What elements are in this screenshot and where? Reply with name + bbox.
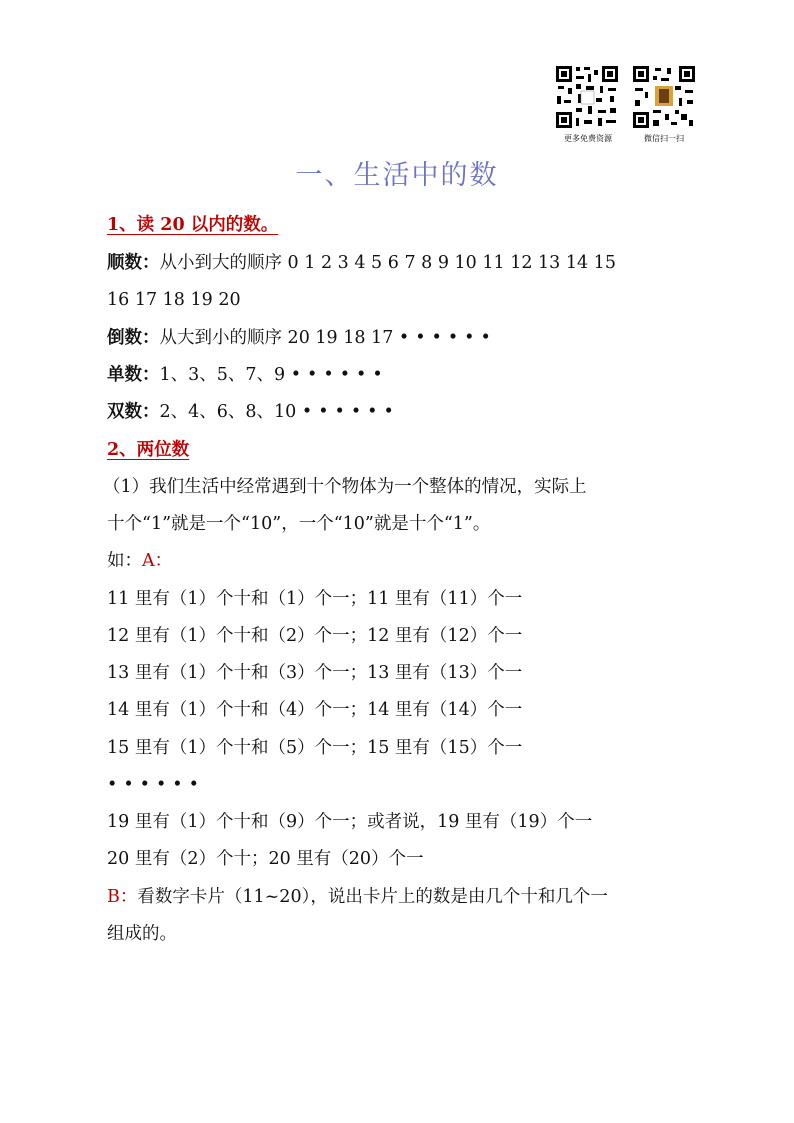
term-label: 双数：: [107, 402, 160, 422]
ellipsis-dots: ••••••: [290, 365, 389, 385]
example-row: 15 里有（1）个十和（5）个一；15 里有（15）个一: [107, 738, 523, 758]
item-a-label: A：: [142, 551, 173, 571]
qr-code-icon: [554, 64, 620, 130]
item-b-label: B：: [107, 887, 138, 907]
page-title: 一、生活中的数: [295, 160, 499, 191]
ellipsis-dots: ••••••: [301, 402, 400, 422]
example-row: 14 里有（1）个十和（4）个一；14 里有（14）个一: [107, 700, 523, 720]
term-text: 1、3、5、7、9: [159, 365, 291, 385]
text-line: [107, 363, 389, 387]
term-label: 单数：: [107, 365, 160, 385]
example-row: 13 里有（1）个十和（3）个一；13 里有（13）个一: [107, 663, 523, 683]
example-row: 12 里有（1）个十和（2）个一；12 里有（12）个一: [107, 626, 523, 646]
term-text: 从小到大的顺序 0 1 2 3 4 5 6 7 8 9 10 11 12 13 14 15: [159, 253, 616, 273]
term-text: 从大到小的顺序 20 19 18 17: [159, 328, 399, 348]
qr-caption: 微信扫一扫: [644, 134, 684, 143]
paragraph-line: 十个“1”就是一个“10”，一个“10”就是十个“1”。: [107, 514, 491, 534]
section-heading: 2、两位数: [107, 440, 190, 460]
item-b-text: 看数字卡片（11~20），说出卡片上的数是由几个十和几个一: [137, 887, 608, 907]
qr-caption: 更多免费资源: [564, 134, 612, 143]
term-label: 顺数：: [107, 253, 160, 273]
example-label: 如：: [107, 551, 142, 571]
term-label: 倒数：: [107, 328, 160, 348]
text-line: [107, 251, 616, 275]
example-row: 20 里有（2）个十；20 里有（20）个一: [107, 849, 424, 869]
text-line: [107, 400, 400, 424]
ellipsis-dots: ••••••: [398, 328, 497, 348]
example-row: 11 里有（1）个十和（1）个一；11 里有（11）个一: [107, 589, 523, 609]
section-heading: 1、读 20 以内的数。: [107, 215, 279, 235]
qr-code-area: [553, 64, 701, 146]
ellipsis-dots: ••••••: [107, 775, 205, 795]
example-row: 19 里有（1）个十和（9）个一；或者说，19 里有（19）个一: [107, 812, 593, 832]
text-line: [107, 326, 497, 350]
term-text: 2、4、6、8、10: [159, 402, 302, 422]
paragraph-line: （1）我们生活中经常遇到十个物体为一个整体的情况，实际上: [103, 477, 587, 497]
qr-code-icon: [631, 64, 697, 130]
text-line: [107, 549, 172, 573]
text-line: 组成的。: [107, 924, 177, 944]
text-line: 16 17 18 19 20: [107, 290, 241, 310]
text-line: [107, 885, 608, 909]
